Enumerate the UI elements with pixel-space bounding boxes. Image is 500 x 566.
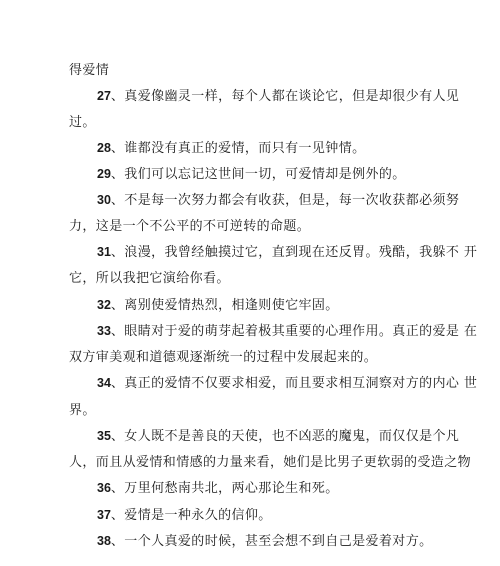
text-line bbox=[69, 402, 96, 419]
line-text: 、我们可以忘记这世间一切，可爱情却是例外的。 bbox=[110, 167, 406, 182]
text-line bbox=[69, 62, 109, 79]
item-number: 36 bbox=[97, 481, 111, 495]
line-text: 、离别使爱情热烈，相逢则使它牢固。 bbox=[110, 298, 339, 313]
line-text: 过。 bbox=[69, 115, 96, 130]
line-text: 双方审美观和道德观逐渐统一的过程中发展起来的。 bbox=[69, 350, 378, 365]
text-line bbox=[69, 114, 96, 131]
text-line bbox=[69, 218, 310, 235]
line-text: 、女人既不是善良的天使，也不凶恶的魔鬼，而仅仅是个凡 bbox=[110, 429, 460, 444]
item-number: 37 bbox=[97, 508, 111, 522]
line-text: 它，所以我把它演给你看。 bbox=[69, 271, 230, 286]
item-number: 29 bbox=[97, 167, 111, 181]
line-text: 、浪漫，我曾经触摸过它，直到现在还反胃。残酷，我躲不 开 bbox=[110, 245, 478, 260]
line-text: 人，而且从爱情和情感的力量来看，她们是比男子更软弱的受造之物 bbox=[69, 455, 472, 470]
line-text: 、谁都没有真正的爱情，而只有一见钟情。 bbox=[110, 141, 366, 156]
line-text: 得爱情 bbox=[69, 63, 110, 78]
line-text: 、眼睛对于爱的萌芽起着极其重要的心理作用。真正的爱是 在 bbox=[110, 324, 478, 339]
item-number: 33 bbox=[97, 324, 111, 338]
text-line bbox=[97, 244, 477, 261]
text-line bbox=[97, 192, 459, 209]
text-line bbox=[97, 375, 477, 392]
item-number: 35 bbox=[97, 429, 111, 443]
item-number: 28 bbox=[97, 141, 111, 155]
text-line bbox=[97, 166, 406, 183]
line-text: 、爱情是一种永久的信仰。 bbox=[110, 508, 272, 523]
line-text: 力，这是一个不公平的不可逆转的命题。 bbox=[69, 219, 311, 234]
line-text: 、不是每一次努力都会有收获，但是，每一次收获都必须努 bbox=[110, 193, 460, 208]
text-line bbox=[97, 140, 366, 157]
line-text: 、一个人真爱的时候，甚至会想不到自己是爱着对方。 bbox=[110, 534, 433, 549]
text-line bbox=[69, 349, 377, 366]
text-line bbox=[97, 88, 459, 105]
text-line bbox=[97, 533, 433, 550]
item-number: 30 bbox=[97, 193, 111, 207]
item-number: 27 bbox=[97, 89, 111, 103]
line-text: 界。 bbox=[69, 403, 96, 418]
line-text: 、万里何愁南共北，两心那论生和死。 bbox=[110, 481, 339, 496]
text-line bbox=[97, 323, 477, 340]
text-line bbox=[69, 454, 471, 471]
line-text: 、真爱像幽灵一样，每个人都在谈论它，但是却很少有人见 bbox=[110, 89, 460, 104]
text-line bbox=[97, 480, 339, 497]
item-number: 38 bbox=[97, 534, 111, 548]
item-number: 31 bbox=[97, 245, 111, 259]
item-number: 32 bbox=[97, 298, 111, 312]
text-line bbox=[97, 507, 272, 524]
text-line bbox=[97, 428, 459, 445]
text-line bbox=[97, 297, 339, 314]
item-number: 34 bbox=[97, 376, 111, 390]
line-text: 、真正的爱情不仅要求相爱，而且要求相互洞察对方的内心 世 bbox=[110, 376, 478, 391]
text-line bbox=[69, 270, 230, 287]
